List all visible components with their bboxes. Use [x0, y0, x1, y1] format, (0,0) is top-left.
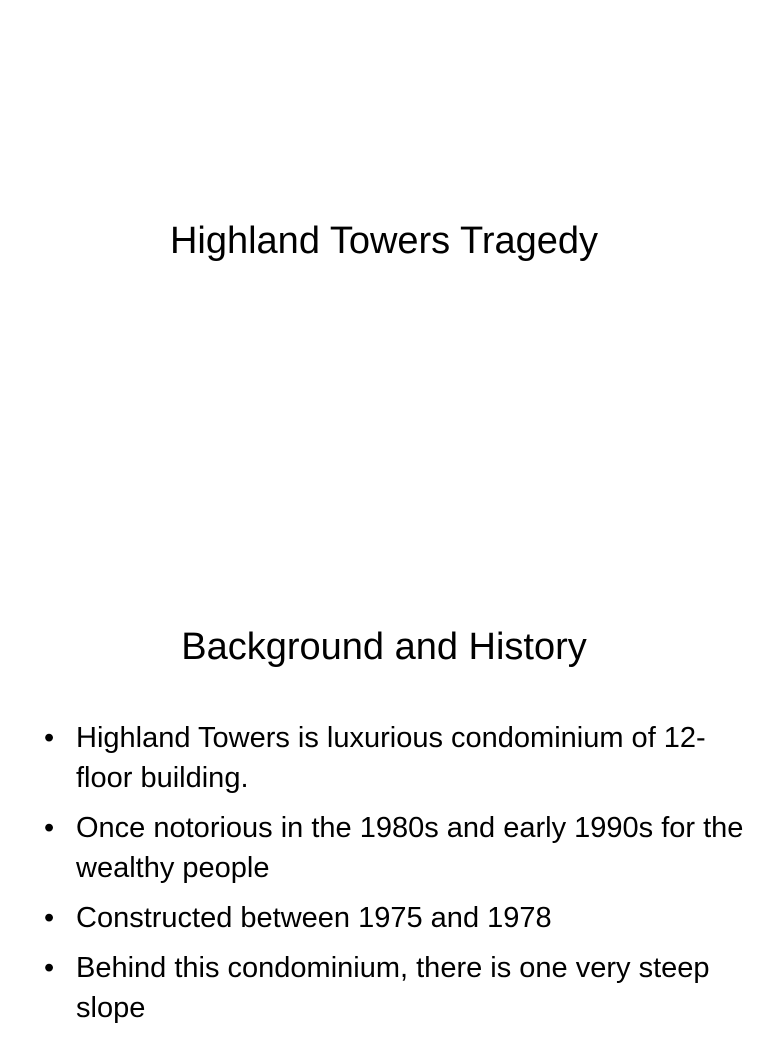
- slide-title: Highland Towers Tragedy: [169, 220, 599, 262]
- bullet-item: [44, 948, 744, 1028]
- slide-heading: Background and History: [181, 626, 587, 668]
- bullet-text: Constructed between 1975 and 1978: [76, 902, 552, 934]
- bullet-text: Once notorious in the 1980s and early 1990s for the wealthy people: [76, 812, 744, 884]
- content-slide: [0, 576, 768, 1024]
- bullet-icon: •: [44, 722, 55, 754]
- bullet-text: Highland Towers is luxurious condominium of 12-floor building.: [76, 722, 706, 794]
- bullet-item: [44, 718, 744, 798]
- bullet-icon: •: [44, 952, 55, 984]
- bullet-icon: •: [44, 902, 55, 934]
- bullet-icon: •: [44, 812, 55, 844]
- bullet-item: [44, 808, 744, 888]
- bullet-list: [44, 718, 744, 1038]
- bullet-item: [44, 898, 744, 938]
- bullet-text: Behind this condominium, there is one very steep slope: [76, 952, 710, 1024]
